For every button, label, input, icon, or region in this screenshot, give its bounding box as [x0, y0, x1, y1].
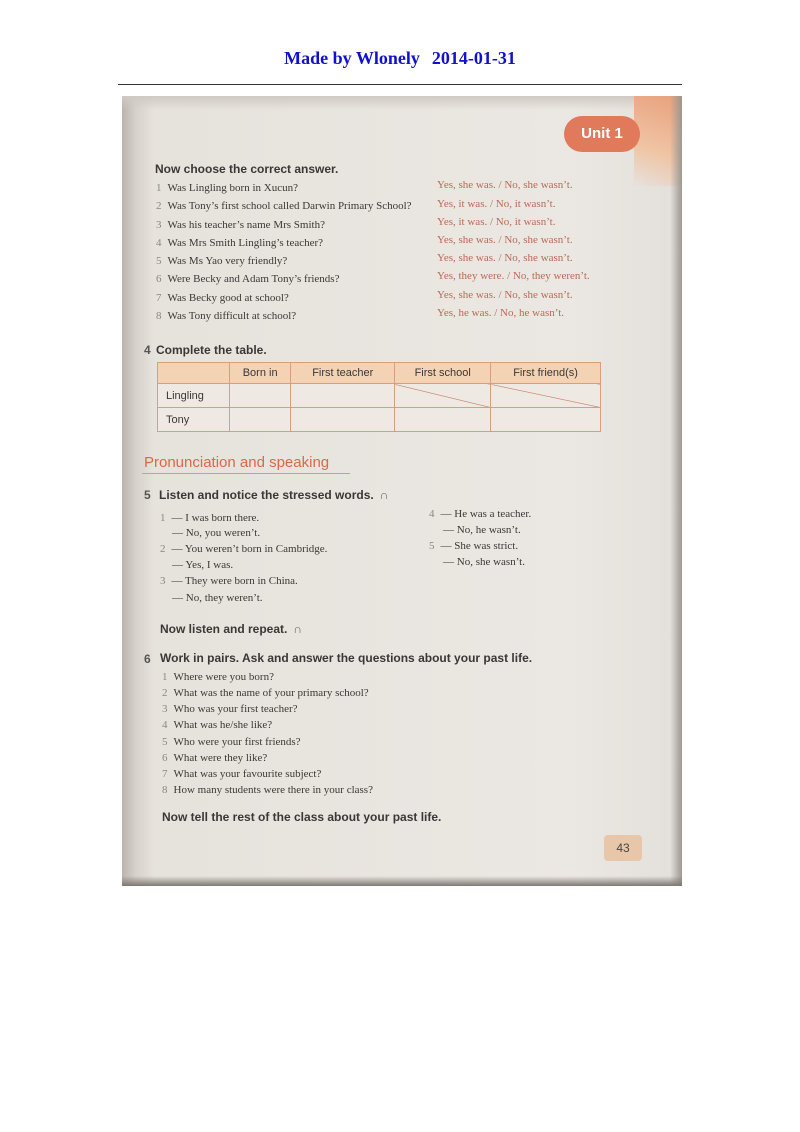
table-cell	[291, 384, 395, 408]
table-header-row	[158, 363, 601, 384]
listen-repeat-text: Now listen and repeat.	[160, 622, 288, 636]
question-text: Who were your first friends?	[173, 736, 301, 748]
item-number: 5	[162, 736, 168, 748]
textbook-page-photo	[122, 96, 682, 886]
choose-answer-3: Yes, it was. / No, it wasn’t.	[437, 216, 556, 228]
exercise-6-instruction: Work in pairs. Ask and answer the questions about your past life.	[160, 651, 533, 665]
item-number: 7	[162, 768, 168, 780]
dialogue-5-reply: — No, she wasn’t.	[443, 556, 525, 568]
dialogue-5	[429, 540, 518, 552]
item-question: Was Becky good at school?	[167, 292, 289, 304]
page-bottom-shadow	[122, 876, 682, 886]
item-number: 5	[156, 255, 162, 267]
question-text: What was he/she like?	[173, 719, 273, 731]
item-number: 1	[162, 671, 168, 683]
section-title: Pronunciation and speaking	[144, 454, 330, 471]
choose-item-5	[156, 255, 287, 267]
column-header: First friend(s)	[491, 363, 601, 384]
choose-item-2	[156, 200, 412, 212]
table-cell	[395, 408, 491, 432]
question-6	[162, 752, 267, 764]
item-number: 2	[162, 687, 168, 699]
dialogue-1-reply: — No, you weren’t.	[172, 527, 261, 539]
question-text: Who was your first teacher?	[173, 703, 298, 715]
page-top-shadow	[122, 96, 682, 110]
exercise-5-text: Listen and notice the stressed words.	[159, 488, 374, 502]
question-5	[162, 736, 301, 748]
dialogue-4-reply: — No, he wasn’t.	[443, 524, 521, 536]
choose-instruction: Now choose the correct answer.	[155, 162, 339, 176]
unit-badge: Unit 1	[564, 116, 640, 152]
table-cell-crossed	[395, 384, 491, 408]
choose-answer-8: Yes, he was. / No, he wasn’t.	[437, 307, 565, 319]
document-header	[0, 48, 800, 69]
choose-item-6	[156, 273, 339, 285]
column-header: First school	[395, 363, 491, 384]
table-cell	[291, 408, 395, 432]
question-1	[162, 671, 274, 683]
item-number: 2	[156, 200, 162, 212]
item-number: 8	[156, 310, 162, 322]
item-number: 4	[156, 237, 162, 249]
dialogue-3	[160, 575, 298, 587]
page-right-edge	[670, 96, 682, 886]
exercise-5-number: 5	[144, 488, 151, 502]
choose-item-3	[156, 219, 325, 231]
row-header: Tony	[158, 408, 230, 432]
listen-repeat	[160, 622, 302, 636]
header-rule	[118, 84, 682, 85]
choose-answer-5: Yes, she was. / No, she wasn’t.	[437, 252, 573, 264]
choose-item-1	[156, 182, 298, 194]
closing-instruction: Now tell the rest of the class about your past life.	[162, 810, 442, 824]
item-question: Was his teacher’s name Mrs Smith?	[167, 219, 325, 231]
item-number: 8	[162, 784, 168, 796]
item-number: 4	[162, 719, 168, 731]
question-3	[162, 703, 298, 715]
dialogue-4	[429, 508, 531, 520]
exercise-4-number: 4	[144, 343, 151, 357]
choose-answer-2: Yes, it was. / No, it wasn’t.	[437, 198, 556, 210]
column-header: Born in	[230, 363, 291, 384]
table-corner-cell	[158, 363, 230, 384]
item-number: 2	[160, 543, 166, 555]
question-4	[162, 719, 272, 731]
table-cell	[230, 408, 291, 432]
question-text: What were they like?	[173, 752, 268, 764]
item-question: Was Tony’s first school called Darwin Primary School?	[167, 200, 412, 212]
item-question: Was Ms Yao very friendly?	[167, 255, 288, 267]
dialogue-line: — I was born there.	[171, 512, 260, 524]
choose-item-4	[156, 237, 323, 249]
item-number: 6	[156, 273, 162, 285]
page-number: 43	[604, 835, 642, 861]
exercise-4-instruction: Complete the table.	[156, 343, 267, 357]
choose-answer-1: Yes, she was. / No, she wasn’t.	[437, 179, 573, 191]
exercise-5-instruction	[159, 488, 388, 502]
table-row	[158, 384, 601, 408]
item-question: Was Lingling born in Xucun?	[167, 182, 298, 194]
headphones-icon: ∩	[379, 488, 389, 502]
section-underline	[142, 473, 350, 474]
question-text: What was the name of your primary school?	[173, 687, 369, 699]
choose-item-7	[156, 292, 289, 304]
choose-item-8	[156, 310, 296, 322]
table-cell-crossed	[491, 384, 601, 408]
question-2	[162, 687, 369, 699]
dialogue-line: — They were born in China.	[171, 575, 298, 587]
choose-answer-7: Yes, she was. / No, she wasn’t.	[437, 289, 573, 301]
choose-answer-6: Yes, they were. / No, they weren’t.	[437, 270, 590, 282]
item-number: 3	[162, 703, 168, 715]
item-number: 3	[156, 219, 162, 231]
row-header: Lingling	[158, 384, 230, 408]
dialogue-line: — She was strict.	[440, 540, 519, 552]
item-number: 4	[429, 508, 435, 520]
item-question: Was Tony difficult at school?	[167, 310, 297, 322]
item-question: Were Becky and Adam Tony’s friends?	[167, 273, 340, 285]
exercise-6-number: 6	[144, 652, 151, 666]
dialogue-1	[160, 512, 259, 524]
dialogue-2-reply: — Yes, I was.	[172, 559, 234, 571]
table-cell	[491, 408, 601, 432]
item-number: 1	[156, 182, 162, 194]
complete-table	[157, 362, 601, 432]
item-number: 3	[160, 575, 166, 587]
question-8	[162, 784, 373, 796]
headphones-icon: ∩	[293, 622, 303, 636]
made-by-text: Made by Wlonely	[284, 48, 420, 68]
item-number: 5	[429, 540, 435, 552]
question-text: How many students were there in your class?	[173, 784, 373, 796]
item-number: 6	[162, 752, 168, 764]
item-question: Was Mrs Smith Lingling’s teacher?	[167, 237, 324, 249]
choose-answer-4: Yes, she was. / No, she wasn’t.	[437, 234, 573, 246]
column-header: First teacher	[291, 363, 395, 384]
table-cell	[230, 384, 291, 408]
dialogue-line: — He was a teacher.	[440, 508, 532, 520]
item-number: 1	[160, 512, 166, 524]
question-text: Where were you born?	[173, 671, 274, 683]
table-row	[158, 408, 601, 432]
question-text: What was your favourite subject?	[173, 768, 322, 780]
dialogue-3-reply: — No, they weren’t.	[172, 592, 263, 604]
dialogue-line: — You weren’t born in Cambridge.	[171, 543, 328, 555]
header-date: 2014-01-31	[431, 48, 516, 68]
item-number: 7	[156, 292, 162, 304]
dialogue-2	[160, 543, 327, 555]
question-7	[162, 768, 321, 780]
